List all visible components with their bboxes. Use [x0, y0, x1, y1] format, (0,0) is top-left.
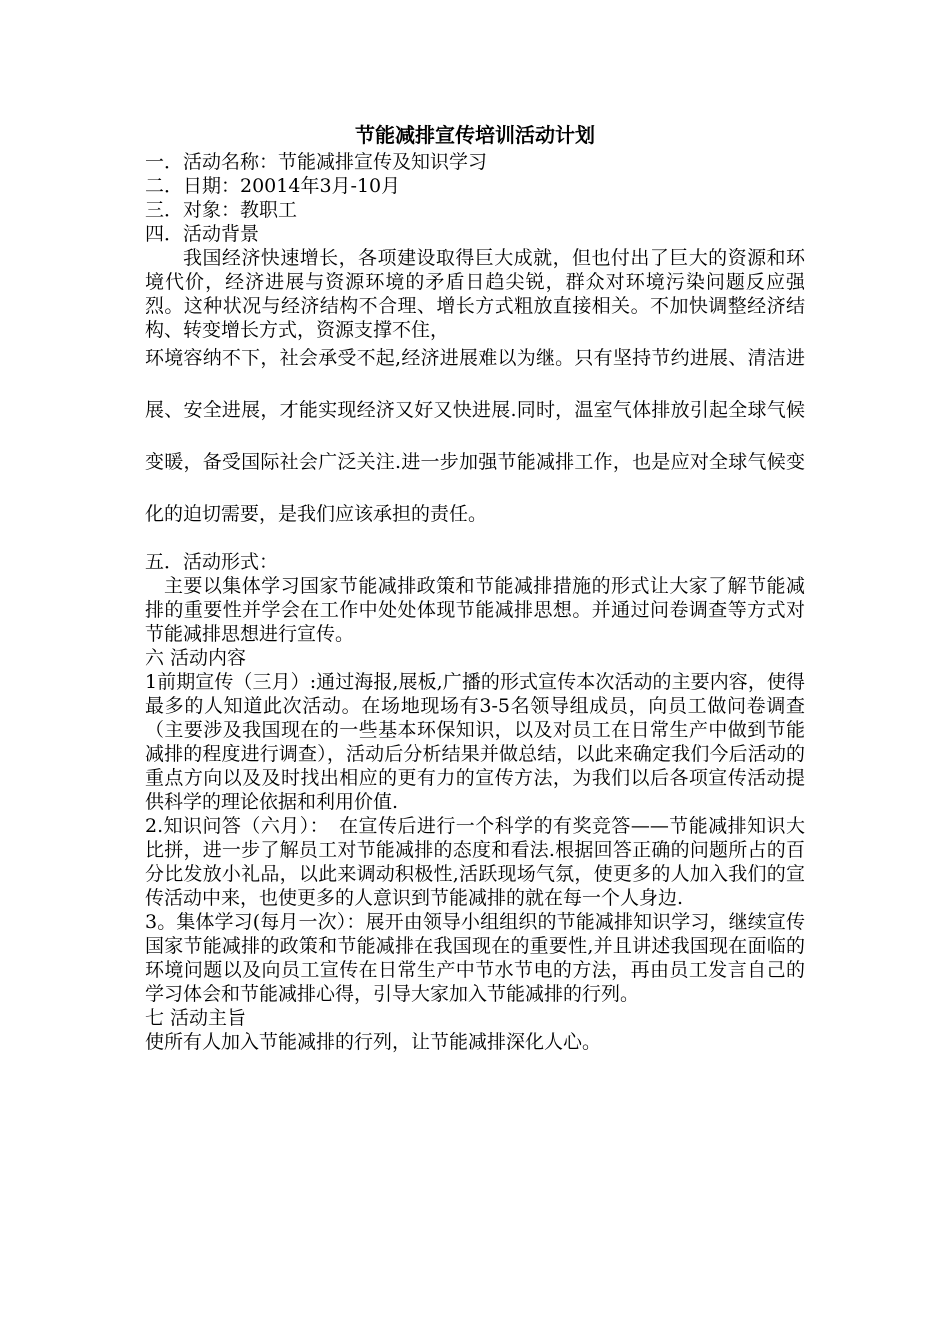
content-item-1: 1前期宣传（三月）:通过海报,展板,广播的形式宣传本次活动的主要内容，使得最多的人知道此次活动。在场地现场有3-5名领导组成员，向员工做问卷调查（主要涉及我国现在的一些基本环保知识，以及对员工在日常生产中做到节能减排的程度进行调查），活动后分析结果并做总结，以此来确定我们今后活动的重点方向以及及时找出相应的更有力的宣传方法，为我们以后各项宣传活动提供科学的理论依据和利用价值. [145, 671, 805, 813]
background-paragraph-part2: 环境容纳不下，社会承受不起,经济进展难以为继。只有坚持节约进展、清洁进展、安全进展，才能实现经济又好又快进展.同时，温室气体排放引起全球气候变暖，备受国际社会广泛关注.进一步加强节能减排工作，也是应对全球气候变化的迫切需要，是我们应该承担的责任。 [145, 347, 805, 525]
document-title: 节能减排宣传培训活动计划 [355, 123, 595, 147]
purpose-paragraph: 使所有人加入节能减排的行列，让节能减排深化人心。 [145, 1031, 602, 1053]
section-content-heading: 六 活动内容 [145, 647, 247, 669]
section-activity-name: 一．活动名称：节能减排宣传及知识学习 [145, 151, 488, 173]
background-paragraph-part1: 我国经济快速增长，各项建设取得巨大成就，但也付出了巨大的资源和环境代价，经济进展与资源环境的矛盾日趋尖锐，群众对环境污染问题反应强烈。这种状况与经济结构不合理、增长方式粗放直接相关。不加快调整经济结构、转变增长方式，资源支撑不住， [145, 247, 805, 341]
section-audience: 三．对象：教职工 [145, 199, 298, 221]
content-item-3: 3。集体学习(每月一次）：展开由领导小组组织的节能减排知识学习，继续宣传国家节能减排的政策和节能减排在我国现在的重要性,并且讲述我国现在面临的环境问题以及向员工宣传在日常生产中节水节电的方法，再由员工发言自己的学习体会和节能减排心得，引导大家加入节能减排的行列。 [145, 911, 805, 1005]
content-item-2: 2.知识问答（六月）： 在宣传后进行一个科学的有奖竞答——节能减排知识大比拼，进一步了解员工对节能减排的态度和看法.根据回答正确的问题所占的百分比发放小礼品，以此来调动积极性,活跃现场气氛，使更多的人加入我们的宣传活动中来，也使更多的人意识到节能减排的就在每一个人身边. [145, 815, 805, 909]
form-paragraph: 主要以集体学习国家节能减排政策和节能减排措施的形式让大家了解节能减排的重要性并学会在工作中处处体现节能减排思想。并通过问卷调查等方式对节能减排思想进行宣传。 [145, 575, 805, 645]
section-form-heading: 五．活动形式： [145, 551, 279, 573]
section-background-heading: 四．活动背景 [145, 223, 260, 245]
section-purpose-heading: 七 活动主旨 [145, 1007, 247, 1029]
document-page [145, 120, 805, 1054]
section-date: 二．日期：20014年3月-10月 [145, 175, 401, 197]
spacer [145, 540, 805, 550]
